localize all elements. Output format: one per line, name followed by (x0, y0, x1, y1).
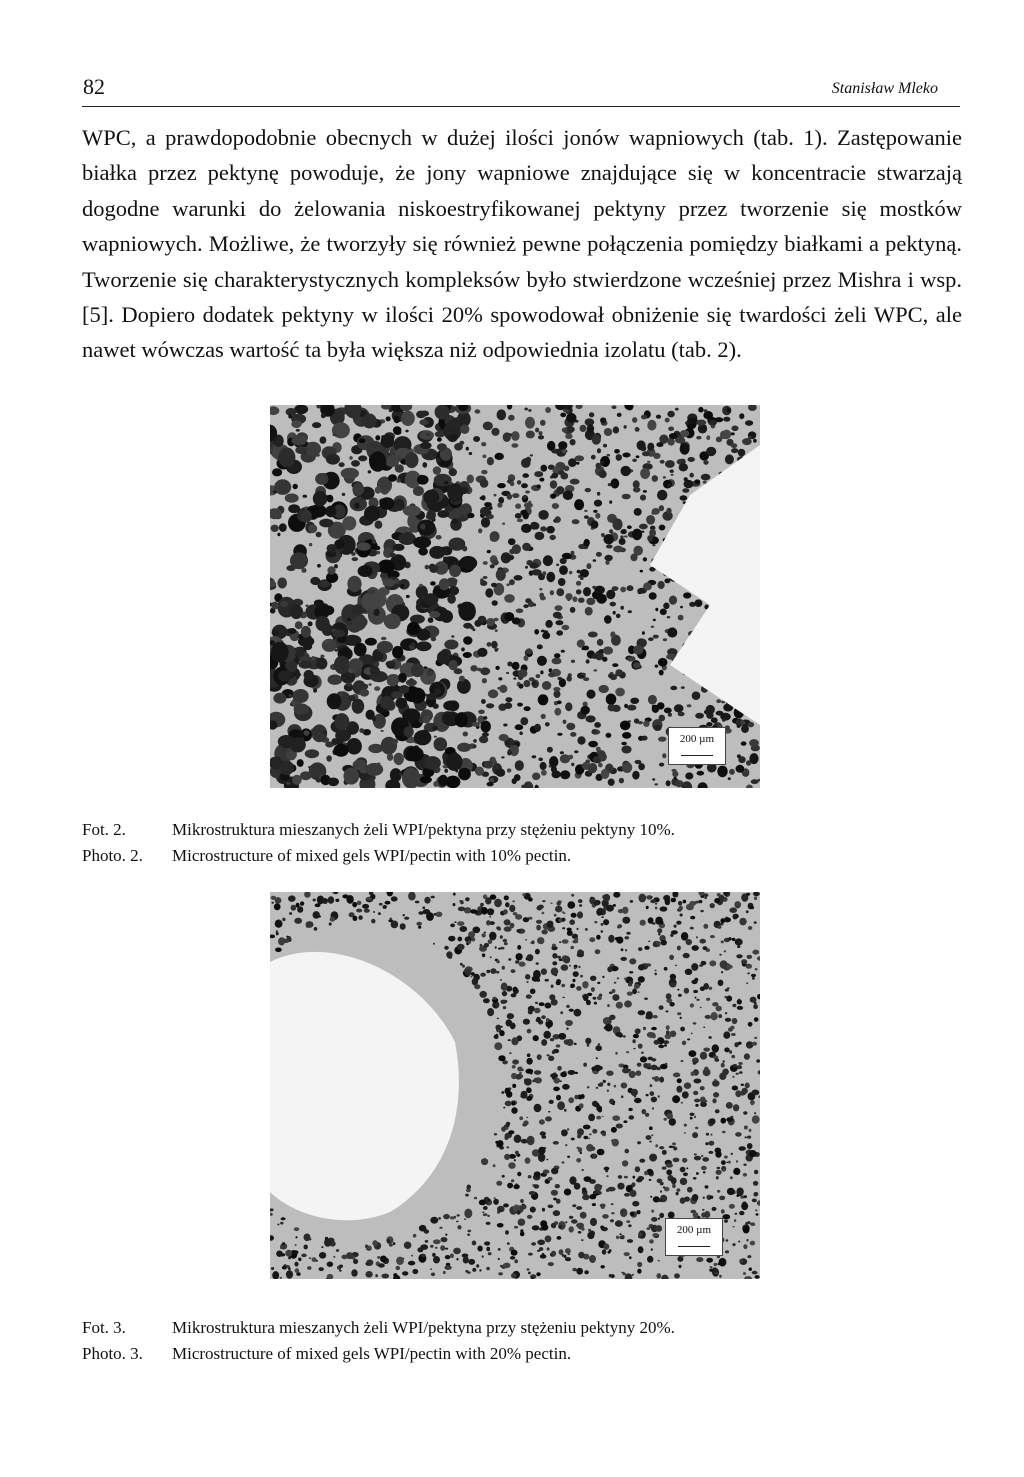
caption-label: Fot. 2. (82, 820, 126, 839)
caption-label: Photo. 2. (82, 846, 143, 865)
caption-photo-3-pl (82, 1316, 675, 1340)
scale-marker (668, 727, 726, 765)
caption-label: Fot. 3. (82, 1318, 126, 1337)
caption-text: Mikrostruktura mieszanych żeli WPI/pektyna przy stężeniu pektyny 20%. (172, 1318, 675, 1337)
page-number: 82 (83, 74, 105, 99)
scale-label: 200 µm (679, 733, 715, 745)
body-paragraph: WPC, a prawdopodobnie obecnych w dużej ilości jonów wapniowych (tab. 1). Zastępowanie białka przez pektynę powoduje, że jony wapniowe znajdujące się w koncentracie stwarzają dogodne warunki do żelowania niskoestryfikowanej pektyny przez tworzenie się mostków wapniowych. Możliwe, że tworzyły się również pewne połączenia pomiędzy białkami a pektyną. Tworzenie się charakterystycznych kompleksów było stwierdzone wcześniej przez Mishra i wsp. [5]. Dopiero dodatek pektyny w ilości 20% spowodował obniżenie się twardości żeli WPC, ale nawet wówczas wartość ta była większa niż odpowiednia izolatu (tab. 2). (82, 125, 962, 363)
caption-text: Mikrostruktura mieszanych żeli WPI/pektyna przy stężeniu pektyny 10%. (172, 820, 675, 839)
micrograph-photo-3 (270, 892, 760, 1279)
caption-photo-3-en (82, 1342, 571, 1366)
caption-text: Microstructure of mixed gels WPI/pectin with 20% pectin. (172, 1344, 572, 1363)
running-head-author: Stanisław Mleko (831, 80, 938, 97)
scale-marker (665, 1218, 723, 1256)
caption-text: Microstructure of mixed gels WPI/pectin with 10% pectin. (172, 846, 572, 865)
header-rule (82, 106, 960, 107)
caption-label: Photo. 3. (82, 1344, 143, 1363)
caption-photo-2-en (82, 844, 571, 868)
scale-bar (681, 755, 713, 756)
micrograph-photo-2 (270, 405, 760, 788)
caption-photo-2-pl (82, 818, 675, 842)
scale-label: 200 µm (676, 1224, 712, 1236)
scale-bar (678, 1246, 710, 1247)
